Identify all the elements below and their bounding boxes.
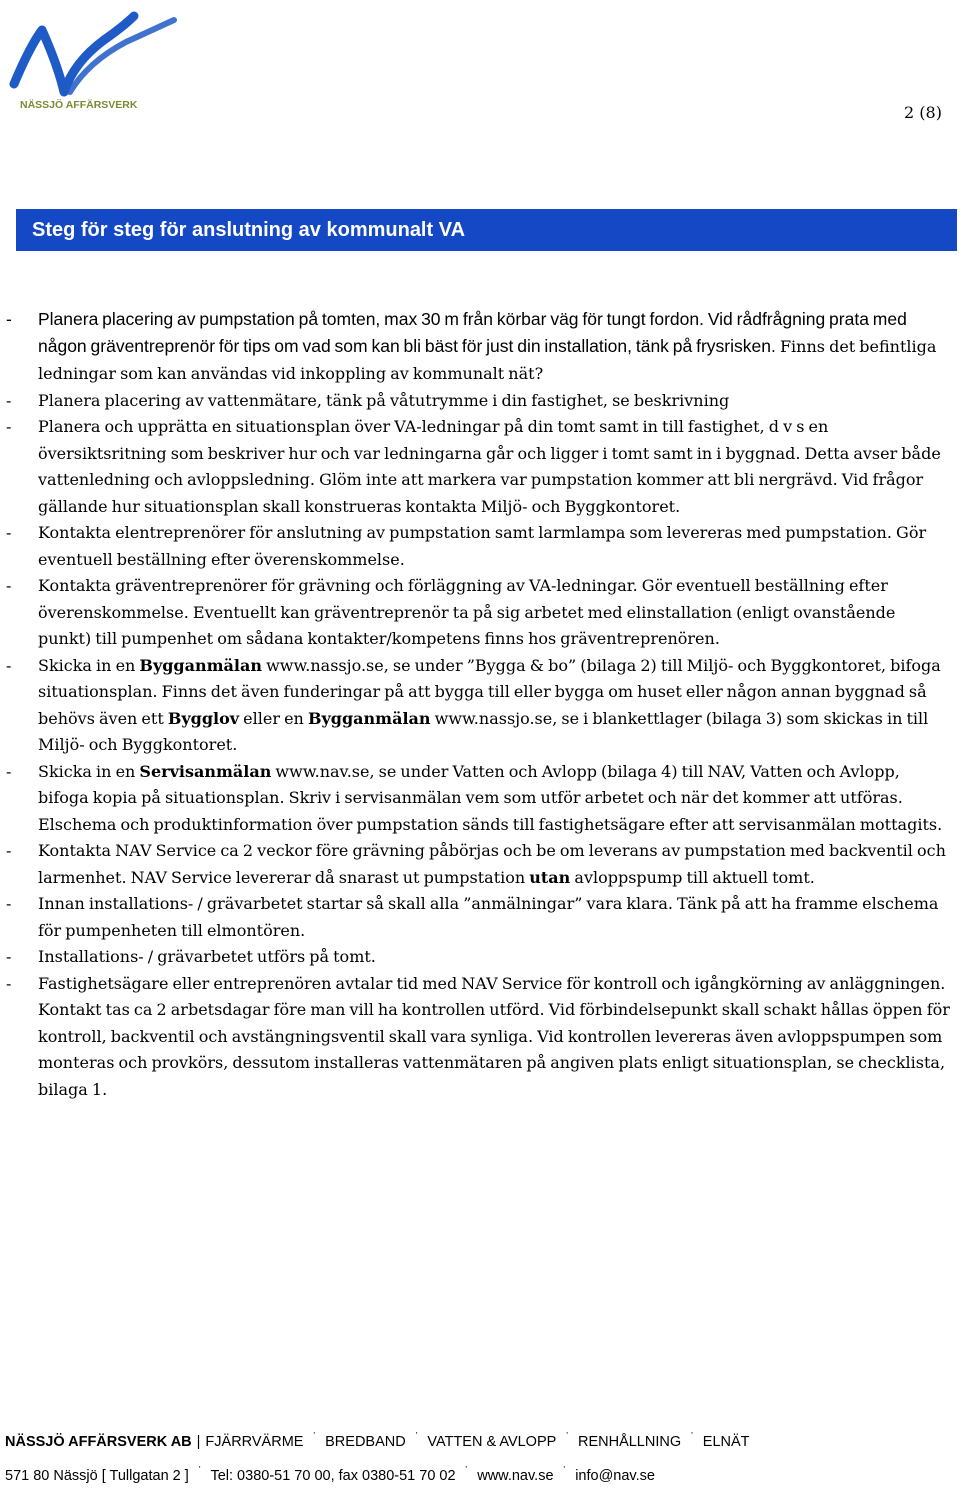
footer-web-link[interactable]: www.nav.se (477, 1468, 554, 1484)
list-item-text: Skicka in en (38, 761, 140, 781)
list-dash: - (6, 523, 12, 542)
list-item (0, 653, 960, 759)
footer-dot: · (565, 1427, 569, 1439)
list-item-text: Planera placering av pumpstation på tomten, max 30 m från körbar väg för tungt fordon. Vid rådfrågning prata med någon gräventreprenör för tips om vad som kan bli bäst för just din installation, tänk på frysrisken. (38, 309, 907, 356)
list-item-text: www.nassjo.se, se i blankettlager (bilaga 3) som skickas in till Miljö- och Byggkontoret. (38, 708, 929, 754)
nassjo-affarsverk-logo (8, 6, 180, 114)
bygglov-term: Bygglov (167, 708, 240, 728)
list-dash: - (6, 947, 12, 966)
list-dash: - (6, 841, 12, 860)
list-item-text-cont: Finns det befintliga ledningar som kan användas vid inkoppling av kommunalt nät? (38, 336, 937, 383)
list-item-text: Kontakta elentreprenörer för anslutning av pumpstation samt larmlampa som levereras med pumpstation. Gör eventuell beställning efter överenskommelse. (38, 523, 927, 569)
list-item-text: Planera och upprätta en situationsplan över VA-ledningar på din tomt samt in till fastighet, d v s en översiktsritning som beskriver hur och var ledningarna går och ligger i tomt samt in i byggnad. Detta avser både vattenledning och avloppsledning. Glöm inte att markera var pumpstation kommer att bli nergrävd. Vid frågor gällande hur situationsplan skall konstrueras kontakta Miljö- och Byggkontoret. (38, 417, 941, 516)
list-item (0, 971, 960, 1104)
footer-services (5, 1427, 750, 1450)
footer-service: FJÄRRVÄRME (205, 1434, 304, 1450)
list-item-text: www.nav.se, se under Vatten och Avlopp (bilaga 4) till NAV, Vatten och Avlopp, bifoga kopia på situationsplan. Skriv i servisanmälan vem som utför arbetet och när det kommer att utföras. Elschema och produktinformation över pumpstation sänds till fastighetsägare efter att servisanmälan mottagits. (38, 761, 943, 834)
list-dash: - (6, 761, 12, 781)
logo-text: NÄSSJÖ AFFÄRSVERK (20, 99, 138, 111)
list-dash: - (6, 894, 12, 913)
list-item-text: eller en (239, 708, 308, 728)
servisanmalan-term: Servisanmälan (139, 761, 272, 781)
footer-address: 571 80 Nässjö [ Tullgatan 2 ] (5, 1468, 189, 1484)
footer-phone: Tel: 0380-51 70 00, fax 0380-51 70 02 (210, 1468, 456, 1484)
list-item-text: Kontakta NAV Service ca 2 veckor före grävning påbörjas och be om leverans av pumpstation med backventil och larmenhet. NAV Service levererar då snarast ut pumpstation (38, 841, 946, 887)
footer-email-link[interactable]: info@nav.se (575, 1468, 655, 1484)
list-item (0, 573, 960, 653)
page-title: Steg för steg för anslutning av kommunalt VA (32, 219, 466, 241)
list-item (0, 414, 960, 520)
list-dash: - (6, 309, 12, 329)
list-item-text: Fastighetsägare eller entreprenören avtalar tid med NAV Service för kontroll och igångkörning av anläggningen. Kontakt tas ca 2 arbetsdagar före man vill ha kontrollen utförd. Vid förbindelsepunkt skall schakt hållas öppen för kontroll, backventil och avstängningsventil skall vara synliga. Vid kontrollen levereras även avloppspumpen som monteras och provkörs, dessutom installeras vattenmätaren på angiven plats enligt situationsplan, se checklista, bilaga 1. (38, 973, 950, 1099)
list-item-text: Planera placering av vattenmätare, tänk på våtutrymme i din fastighet, se beskrivning (38, 390, 730, 410)
list-item (0, 520, 960, 573)
footer-company: NÄSSJÖ AFFÄRSVERK AB (5, 1434, 192, 1450)
footer-dot: · (562, 1461, 567, 1473)
list-item-text: Kontakta gräventreprenörer för grävning och förläggning av VA-ledningar. Gör eventuell beställning efter överenskommelse. Eventuellt kan gräventreprenör ta på sig arbetet med elinstallation (enligt ovanstående punkt) till pumpenhet om sådana kontakter/kompetens finns hos gräventreprenören. (38, 576, 896, 648)
list-item (0, 838, 960, 891)
list-item (0, 306, 960, 388)
list-item (0, 944, 960, 971)
footer-dot: · (414, 1427, 419, 1439)
list-item-text: www.nassjo.se, se under ”Bygga & bo” (bilaga 2) till Miljö- och Byggkontoret, bifoga situationsplan. Finns det även funderingar på att bygga till eller bygga om huset eller någon annan byggnad så behövs även ett (38, 655, 941, 728)
list-dash: - (6, 417, 12, 436)
list-dash: - (6, 973, 12, 993)
bygganmalan-term: Bygganmälan (139, 655, 262, 675)
logo-mark (8, 6, 180, 114)
footer-dot: · (464, 1461, 469, 1473)
list-item (0, 759, 960, 839)
footer-separator: | (196, 1434, 201, 1450)
list-item-text: Innan installations- / grävarbetet startar så skall alla ”anmälningar” vara klara. Tänk på att ha framme elschema för pumpenheten till elmontören. (38, 894, 939, 940)
list-item-text: avloppspump till aktuell tomt. (570, 867, 815, 887)
footer-dot: · (197, 1461, 202, 1473)
footer-service: ELNÄT (702, 1434, 750, 1450)
footer-dot: · (690, 1427, 694, 1439)
footer-service: VATTEN & AVLOPP (427, 1434, 557, 1450)
list-dash: - (6, 655, 12, 675)
title-bar (16, 209, 957, 251)
page-number: 2 (8) (904, 103, 942, 122)
bygganmalan-term: Bygganmälan (307, 708, 431, 728)
step-list (0, 306, 960, 1103)
list-item-text: Installations- / grävarbetet utförs på tomt. (38, 947, 376, 966)
list-dash: - (6, 576, 12, 595)
list-dash: - (6, 390, 12, 410)
footer-contact (5, 1461, 655, 1484)
list-item-text: Skicka in en (38, 655, 140, 675)
utan-term: utan (529, 867, 571, 887)
footer-dot: · (312, 1427, 317, 1439)
list-item (0, 891, 960, 944)
list-item (0, 388, 960, 415)
footer-service: RENHÅLLNING (577, 1434, 682, 1450)
footer-service: BREDBAND (325, 1434, 406, 1450)
